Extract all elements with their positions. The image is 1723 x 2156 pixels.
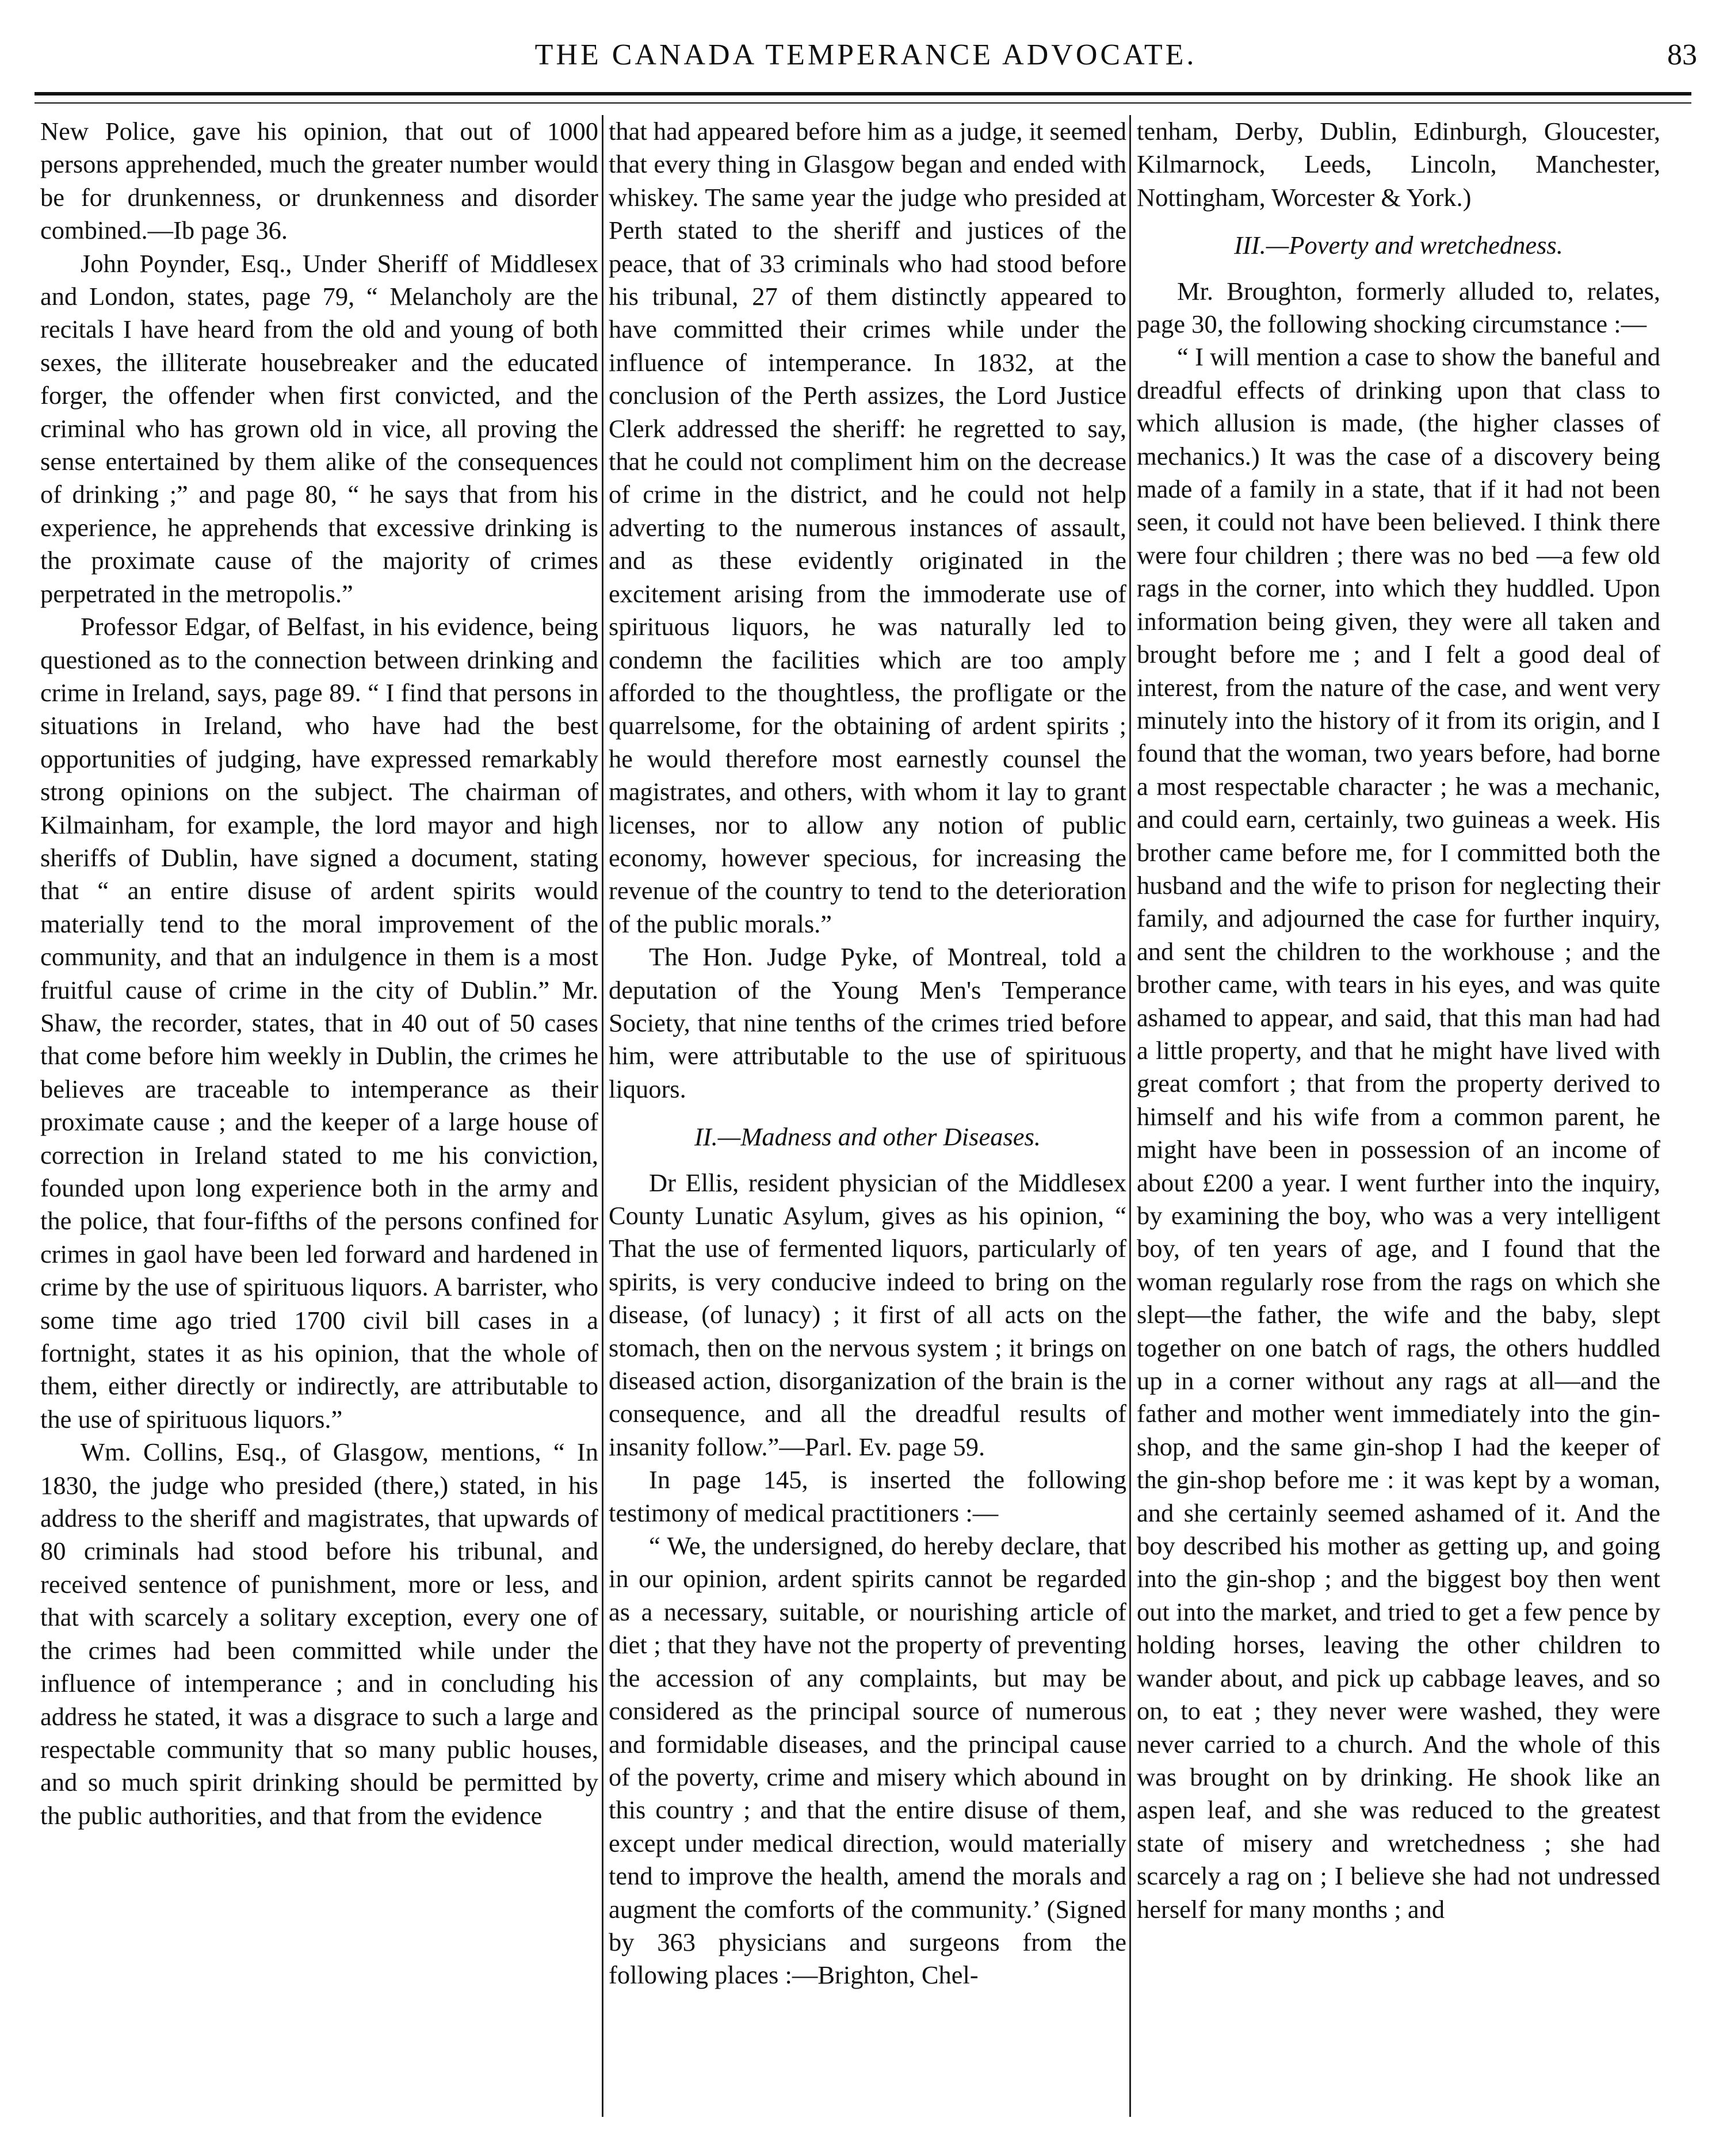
header-rule-thin [35,102,1691,104]
header-rule-thick [35,92,1691,95]
paragraph: Wm. Collins, Esq., of Glasgow, mentions, “ In 1830, the judge who presided (there,) stated, in his address to the sheriff and magistrates, that upwards of 80 criminals had stood before his tribunal, and received sentence of punishment, more or less, and that with scarcely a solitary exception, every one of the crimes had been committed while under the influence of intemperance ; and in concluding his address he stated, it was a disgrace to such a large and respectable community that so many public houses, and so much spirit drinking should be permitted by the public authorities, and that from the evidence [40,1438,598,1830]
column-divider [602,115,603,2117]
paragraph: “ We, the undersigned, do hereby declare, that in our opinion, ardent spirits cannot be regarded as a necessary, suitable, or nourishing article of diet ; that they have not the property of preventing the accession of any complaints, but may be considered as the principal source of numerous and formidable diseases, and the principal cause of the poverty, crime and misery which abound in this country ; and that the entire disuse of them, except under medical direction, would materially tend to improve the health, amend the morals and augment the comforts of the community.’ (Signed by 363 physicians and surgeons from the following places :—Brighton, Chel- [609,1531,1126,1990]
page-header [35,17,1697,86]
column-divider [1129,115,1131,2117]
section-heading: III.—Poverty and wretchedness. [1234,231,1563,260]
column-2 [609,115,1126,2117]
paragraph: Mr. Broughton, formerly alluded to, relates, page 30, the following shocking circumstance :— [1137,276,1660,339]
page-number: 83 [1667,39,1697,71]
paragraph: Dr Ellis, resident physician of the Middlesex County Lunatic Asylum, gives as his opinion, “ That the use of fermented liquors, particularly of spirits, is very conducive indeed to bring on the disease, (of lunacy) ; it first of all acts on the stomach, then on the nervous system ; it brings on diseased action, disorganization of the brain is the consequence, and all the dreadful results of insanity follow.”—Parl. Ev. page 59. [609,1168,1126,1461]
section-heading: II.—Madness and other Diseases. [694,1122,1041,1152]
column-1 [40,115,598,2117]
paragraph: Professor Edgar, of Belfast, in his evidence, being questioned as to the connection between drinking and crime in Ireland, says, page 89. “ I find that persons in situations in Ireland, who have had the best opportunities of judging, have expressed remarkably strong opinions on the subject. The chairman of Kilmainham, for example, the lord mayor and high sheriffs of Dublin, have signed a document, stating that “ an entire disuse of ardent spirits would materially tend to the moral improvement of the community, and that an indulgence in them is a most fruitful cause of crime in the city of Dublin.” Mr. Shaw, the recorder, states, that in 40 out of 50 cases that come before him weekly in Dublin, the crimes he believes are traceable to intemperance as their proximate cause ; and the keeper of a large house of correction in Ireland stated to me his conviction, founded upon long experience both in the army and the police, that four-fifths of the persons confined for crimes in gaol have been led forward and hardened in crime by the use of spirituous liquors. A barrister, who some time ago tried 1700 civil bill cases in a fortnight, states it as his opinion, that the whole of them, either directly or indirectly, are attributable to the use of spirituous liquors.” [40,612,598,1433]
paragraph: “ I will mention a case to show the baneful and dreadful effects of drinking upon that class to which allusion is made, (the higher classes of mechanics.) It was the case of a discovery being made of a family in a state, that if it had not been seen, it could not have been believed. I think there were four children ; there was no bed —a few old rags in the corner, into which they huddled. Upon information being given, they were all taken and brought before me ; and I felt a good deal of interest, from the nature of the case, and went very minutely into the history of it from its origin, and I found that the woman, two years before, had borne a most respectable character ; he was a mechanic, and could earn, certainly, two guineas a week. His brother came before me, for I committed both the husband and the wife to prison for neglecting their family, and adjourned the case for further inquiry, and sent the children to the workhouse ; and the brother came, with tears in his eyes, and was quite ashamed to appear, and said, that this man had had a little property, and that he might have lived with great comfort ; that from the property derived to himself and his wife from a common parent, he might have been in possession of an income of about £200 a year. I went further into the inquiry, by examining the boy, who was a very intelligent boy, of ten years of age, and I found that the woman regularly rose from the rags on which she slept—the father, the wife and the baby, slept together on one batch of rags, the others huddled up in a corner without any rags at all—and the father and mother went immediately into the gin-shop, and the same gin-shop I had the keeper of the gin-shop before me : it was kept by a woman, and she certainly seemed ashamed of it. And the boy described his mother as getting up, and going into the gin-shop ; and the biggest boy then went out into the market, and tried to get a few pence by holding horses, leaving the other children to wander about, and pick up cabbage leaves, and so on, to eat ; they never were washed, they were never carried to a church. And the whole of this was brought on by drinking. He shook like an aspen leaf, and she was reduced to the greatest state of misery and wretchedness ; she had scarcely a rag on ; I believe she had not undressed herself for many months ; and [1137,342,1660,1924]
paragraph: The Hon. Judge Pyke, of Montreal, told a deputation of the Young Men's Temperance Society, that nine tenths of the crimes tried before him, were attributable to the use of spirituous liquors. [609,942,1126,1103]
paragraph: that had appeared before him as a judge, it seemed that every thing in Glasgow began and ended with whiskey. The same year the judge who presided at Perth stated to the sheriff and justices of the peace, that of 33 criminals who had stood before his tribunal, 27 of them distinctly appeared to have committed their crimes while under the influence of intemperance. In 1832, at the conclusion of the Perth assizes, the Lord Justice Clerk addressed the sheriff: he regretted to say, that he could not compliment him on the decrease of crime in the district, and he could not help adverting to the numerous instances of assault, and as these evidently originated in the excitement arising from the immoderate use of spirituous liquors, he was naturally led to condemn the facilities which are too amply afforded to the thoughtless, the profligate or the quarrelsome, for the obtaining of ardent spirits ; he would therefore most earnestly counsel the magistrates, and others, with whom it lay to grant licenses, nor to allow any notion of public economy, however specious, for increasing the revenue of the country to tend to the deterioration of the public morals.” [609,117,1126,938]
paragraph: tenham, Derby, Dublin, Edinburgh, Gloucester, Kilmarnock, Leeds, Lincoln, Manchester, Nottingham, Worcester & York.) [1137,117,1660,212]
paragraph: In page 145, is inserted the following testimony of medical practitioners :— [609,1465,1126,1527]
column-3 [1137,115,1660,2117]
paragraph: New Police, gave his opinion, that out of 1000 persons apprehended, much the greater number would be for drunkenness, or drunkenness and disorder combined.—Ib page 36. [40,117,598,245]
paragraph: John Poynder, Esq., Under Sheriff of Middlesex and London, states, page 79, “ Melancholy are the recitals I have heard from the old and young of both sexes, the illiterate housebreaker and the educated forger, the offender when first convicted, and the criminal who has grown old in vice, all proving the sense entertained by them alike of the consequences of drinking ;” and page 80, “ he says that from his experience, he apprehends that excessive drinking is the proximate cause of the majority of crimes perpetrated in the metropolis.” [40,249,598,608]
newspaper-title: THE CANADA TEMPERANCE ADVOCATE. [534,39,1197,71]
